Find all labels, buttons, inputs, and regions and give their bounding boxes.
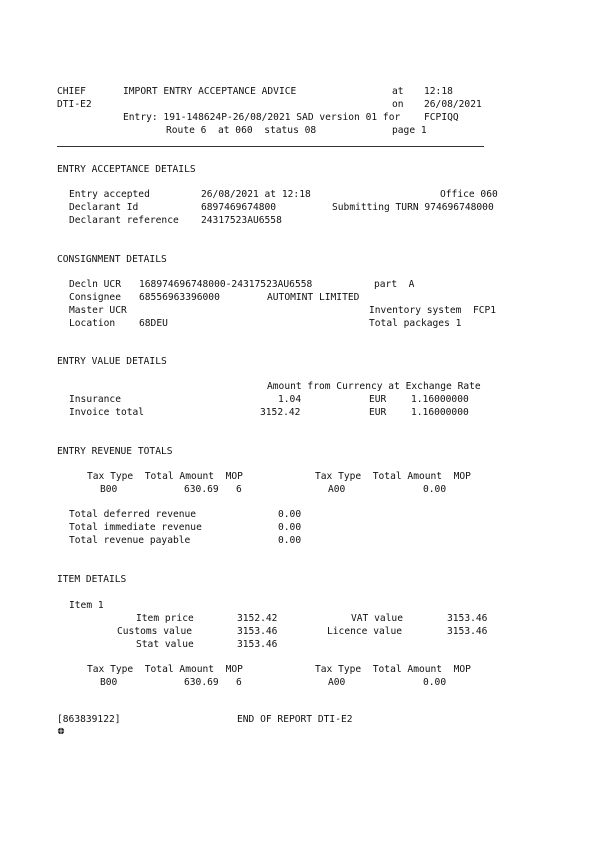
invoice-total-amount: 3152.42 (260, 407, 301, 418)
item-tax-type-left: B00 (100, 677, 118, 688)
item-price-label: Item price (136, 613, 194, 624)
item-price-value: 3152.42 (237, 613, 278, 624)
at-label: at (392, 86, 404, 97)
total-immediate-label: Total immediate revenue (69, 522, 202, 533)
revenue-tax-header-right: Tax Type Total Amount MOP (315, 471, 471, 482)
part: part A (374, 279, 415, 290)
master-ucr-label: Master UCR (69, 305, 127, 316)
total-immediate-value: 0.00 (278, 522, 302, 533)
total-deferred-value: 0.00 (278, 509, 302, 520)
end-marker-icon (57, 727, 65, 735)
item-label: Item 1 (69, 600, 104, 611)
revenue-tax-type-right: A00 (328, 484, 346, 495)
revenue-amount-left: 630.69 (184, 484, 219, 495)
customs-value: 3153.46 (237, 626, 278, 637)
office: Office 060 (440, 189, 498, 200)
on-label: on (392, 99, 404, 110)
decln-ucr-value: 168974696748000-24317523AU6558 (139, 279, 313, 290)
report-time: 12:18 (424, 86, 453, 97)
stat-label: Stat value (136, 639, 194, 650)
item-tax-header-left: Tax Type Total Amount MOP (87, 664, 243, 675)
end-of-report: END OF REPORT DTI-E2 (237, 714, 353, 725)
item-amount-left: 630.69 (184, 677, 219, 688)
location-label: Location (69, 318, 116, 329)
declarant-ref-value: 24317523AU6558 (201, 215, 282, 226)
items-heading: ITEM DETAILS (57, 574, 127, 585)
item-tax-type-right: A00 (328, 677, 346, 688)
entry-line: Entry: 191-148624P-26/08/2021 SAD version 01 for (123, 112, 401, 123)
total-payable-label: Total revenue payable (69, 535, 191, 546)
insurance-currency: EUR (369, 394, 387, 405)
revenue-amount-right: 0.00 (423, 484, 447, 495)
location-value: 68DEU (139, 318, 168, 329)
declarant-id-value: 6897469674800 (201, 202, 277, 213)
invoice-total-label: Invoice total (69, 407, 145, 418)
item-mop-left: 6 (236, 677, 242, 688)
licence-label: Licence value (327, 626, 403, 637)
invoice-rate: 1.16000000 (411, 407, 469, 418)
chief-label: CHIEF (57, 86, 86, 97)
consignee-name: AUTOMINT LIMITED (267, 292, 360, 303)
insurance-label: Insurance (69, 394, 121, 405)
entry-accepted-value: 26/08/2021 at 12:18 (201, 189, 311, 200)
route-line: Route 6 at 060 status 08 (166, 125, 317, 136)
customs-label: Customs value (117, 626, 193, 637)
consignee-label: Consignee (69, 292, 121, 303)
item-tax-header-right: Tax Type Total Amount MOP (315, 664, 471, 675)
value-heading: ENTRY VALUE DETAILS (57, 356, 167, 367)
vat-value: 3153.46 (447, 613, 488, 624)
report-title: IMPORT ENTRY ACCEPTANCE ADVICE (123, 86, 297, 97)
revenue-heading: ENTRY REVENUE TOTALS (57, 446, 173, 457)
revenue-mop-left: 6 (236, 484, 242, 495)
entry-accepted-label: Entry accepted (69, 189, 150, 200)
submitting-turn: Submitting TURN 974696748000 (332, 202, 494, 213)
value-column-header: Amount from Currency at Exchange Rate (267, 381, 481, 392)
report-date: 26/08/2021 (424, 99, 482, 110)
total-payable-value: 0.00 (278, 535, 302, 546)
report-code: DTI-E2 (57, 99, 92, 110)
header-divider (57, 146, 484, 147)
insurance-amount: 1.04 (278, 394, 302, 405)
acceptance-heading: ENTRY ACCEPTANCE DETAILS (57, 164, 196, 175)
declarant-ref-label: Declarant reference (69, 215, 179, 226)
inventory-system: Inventory system FCP1 (369, 305, 497, 316)
invoice-currency: EUR (369, 407, 387, 418)
total-deferred-label: Total deferred revenue (69, 509, 197, 520)
footer-reference: [863839122] (57, 714, 121, 725)
revenue-tax-header-left: Tax Type Total Amount MOP (87, 471, 243, 482)
revenue-tax-type-left: B00 (100, 484, 118, 495)
item-amount-right: 0.00 (423, 677, 447, 688)
for-code: FCPIQQ (424, 112, 459, 123)
total-packages: Total packages 1 (369, 318, 462, 329)
stat-value: 3153.46 (237, 639, 278, 650)
vat-label: VAT value (351, 613, 403, 624)
page-number: page 1 (392, 125, 427, 136)
insurance-rate: 1.16000000 (411, 394, 469, 405)
consignment-heading: CONSIGNMENT DETAILS (57, 254, 167, 265)
declarant-id-label: Declarant Id (69, 202, 139, 213)
licence-value: 3153.46 (447, 626, 488, 637)
decln-ucr-label: Decln UCR (69, 279, 121, 290)
consignee-value: 68556963396000 (139, 292, 220, 303)
